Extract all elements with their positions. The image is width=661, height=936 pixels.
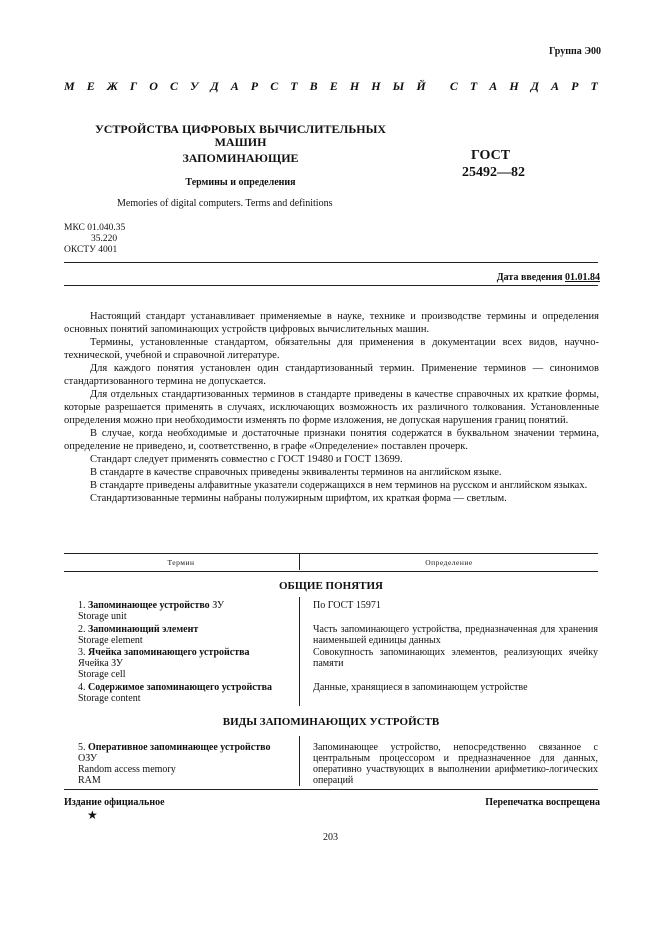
- term-name: Содержимое запоминающего устройства: [88, 682, 272, 693]
- definition-4: Данные, хранящиеся в запоминающем устройстве: [313, 682, 528, 693]
- term-short-form: ЗУ: [209, 600, 225, 611]
- term-english: Storage cell: [78, 669, 126, 680]
- term-short-form: Ячейка ЗУ: [78, 658, 123, 669]
- section-heading: ОБЩИЕ ПОНЯТИЯ: [278, 580, 383, 592]
- page-number: 203: [323, 832, 338, 843]
- intro-paragraph: Для каждого понятия установлен один стандартизованный термин. Применение терминов — синонимов стандартизованного термина не допускается.: [64, 363, 599, 387]
- mks-code-2: 35.220: [91, 234, 118, 244]
- group-code: Группа Э00: [549, 46, 601, 57]
- term-number: 2.: [78, 624, 88, 635]
- term-entry-5: [78, 742, 298, 786]
- heading-letter: Е: [329, 79, 338, 93]
- date-value: 01.01.84: [565, 272, 600, 283]
- intro-paragraph: Стандарт следует применять совместно с ГОСТ 19480 и ГОСТ 13699.: [90, 454, 403, 465]
- term-english: Random access memory: [78, 764, 176, 775]
- term-number: 4.: [78, 682, 88, 693]
- term-name: Оперативное запоминающее устройство: [88, 742, 271, 753]
- heading-letter: Н: [371, 79, 381, 93]
- term-english: Storage element: [78, 635, 143, 646]
- title-line-3: ЗАПОМИНАЮЩИЕ: [182, 151, 299, 165]
- heading-letter: М: [64, 79, 75, 93]
- heading-letter: С: [169, 79, 178, 93]
- term-name: Ячейка запоминающего устройства: [88, 647, 250, 658]
- heading-letter: Д: [210, 79, 219, 93]
- heading-letter: Т: [290, 79, 298, 93]
- term-number: 3.: [78, 647, 88, 658]
- heading-letter: Р: [571, 79, 579, 93]
- term-entry-3: [78, 647, 298, 680]
- intro-paragraph: В стандарте приведены алфавитные указатели содержащихся в нем терминов на русском и английском языках.: [90, 480, 588, 491]
- introduction: [64, 310, 599, 505]
- column-divider: [299, 553, 300, 570]
- heading-letter: Н: [509, 79, 519, 93]
- divider: [64, 789, 598, 790]
- intro-paragraph: Для отдельных стандартизованных терминов в стандарте приведены в качестве справочных их краткие формы, которые разрешается применять в случаях, исключающих возможность их различного толкования. Установленные определения можно при необходимости изменять по форме изложения, не допуская нарушения границ понятий.: [64, 389, 599, 426]
- gost-number: 25492—82: [462, 165, 525, 180]
- term-english: Storage content: [78, 693, 141, 704]
- intro-paragraph: Термины, установленные стандартом, обязательны для применения в документации всех видов, научно-технической, учебной и справочной литературе.: [64, 337, 599, 361]
- term-name: Запоминающий элемент: [88, 624, 199, 635]
- heading-letter: О: [149, 79, 158, 93]
- term-number: 1.: [78, 600, 88, 611]
- heading-letter: Ж: [106, 79, 118, 93]
- reprint-prohibited-note: Перепечатка воспрещена: [485, 797, 600, 808]
- star-icon: ★: [87, 808, 98, 822]
- heading-letter: Р: [250, 79, 259, 93]
- heading-letter: Д: [530, 79, 539, 93]
- heading-letter: Й: [416, 79, 426, 93]
- heading-letter: Т: [590, 79, 598, 93]
- column-header-definition: Определение: [425, 558, 473, 567]
- term-english: Storage unit: [78, 611, 127, 622]
- intro-paragraph: В стандарте в качестве справочных приведены эквиваленты терминов на английском языке.: [90, 467, 502, 478]
- term-entry-2: [78, 624, 298, 646]
- term-entry-1: [78, 600, 298, 622]
- heading-letter: Г: [129, 79, 138, 93]
- title-line-2: МАШИН: [214, 135, 267, 149]
- interstate-standard-heading: [64, 79, 598, 94]
- term-short-form: ОЗУ: [78, 753, 98, 764]
- intro-paragraph: Стандартизованные термины набраны полужирным шрифтом, их краткая форма — светлым.: [90, 493, 507, 504]
- definition-1: По ГОСТ 15971: [313, 600, 381, 611]
- term-name: Запоминающее устройство: [88, 600, 210, 611]
- heading-letter: Т: [469, 79, 478, 93]
- english-title: Memories of digital computers. Terms and definitions: [117, 198, 333, 209]
- document-subtitle: Термины и определения: [185, 177, 296, 188]
- intro-paragraph: Настоящий стандарт устанавливает применяемые в науке, технике и производстве термины и определения основных понятий запоминающих устройств цифровых вычислительных машин.: [64, 311, 599, 335]
- heading-letter: Е: [86, 79, 95, 93]
- document-title: [78, 123, 403, 165]
- divider: [64, 285, 598, 286]
- intro-paragraph: В случае, когда необходимые и достаточные признаки понятия содержатся в буквальном значении термина, определение не приведено, и, соответственно, в графе «Определение» поставлен прочерк.: [64, 428, 599, 452]
- official-edition-note: Издание официальное: [64, 797, 165, 808]
- okstu-code: ОКСТУ 4001: [64, 245, 118, 255]
- definition-2: Часть запоминающего устройства, предназначенная для хранения наименьшей единицы данных: [313, 624, 598, 646]
- gost-label: ГОСТ: [471, 148, 511, 163]
- column-divider: [299, 736, 300, 786]
- section-heading: ВИДЫ ЗАПОМИНАЮЩИХ УСТРОЙСТВ: [222, 716, 440, 728]
- term-number: 5.: [78, 742, 88, 753]
- term-entry-4: [78, 682, 298, 704]
- heading-letter: С: [270, 79, 279, 93]
- gost-designation: [462, 147, 525, 181]
- title-line-1: УСТРОЙСТВА ЦИФРОВЫХ ВЫЧИСЛИТЕЛЬНЫХ: [94, 122, 387, 136]
- definition-3: Совокупность запоминающих элементов, реализующих ячейку памяти: [313, 647, 598, 669]
- heading-letter: А: [489, 79, 498, 93]
- heading-letter: В: [309, 79, 318, 93]
- heading-letter: Н: [349, 79, 360, 93]
- heading-letter: А: [551, 79, 560, 93]
- heading-letter: Ы: [392, 79, 405, 93]
- effective-date: [497, 272, 600, 283]
- column-header-term: Термин: [167, 558, 195, 567]
- heading-letter: У: [190, 79, 199, 93]
- column-divider: [299, 597, 300, 706]
- mks-code: МКС 01.040.35: [64, 223, 126, 233]
- table-header: [64, 553, 598, 572]
- heading-letter: С: [449, 79, 458, 93]
- definition-5: Запоминающее устройство, непосредственно связанное с центральным процессором и предназначенное для данных, оперативно участвующих в выполнении арифметико-логических операций: [313, 742, 598, 786]
- divider: [64, 262, 598, 263]
- date-label: Дата введения: [496, 272, 565, 283]
- term-english-abbr: RAM: [78, 775, 101, 786]
- heading-letter: А: [230, 79, 239, 93]
- classification-codes: [64, 223, 125, 256]
